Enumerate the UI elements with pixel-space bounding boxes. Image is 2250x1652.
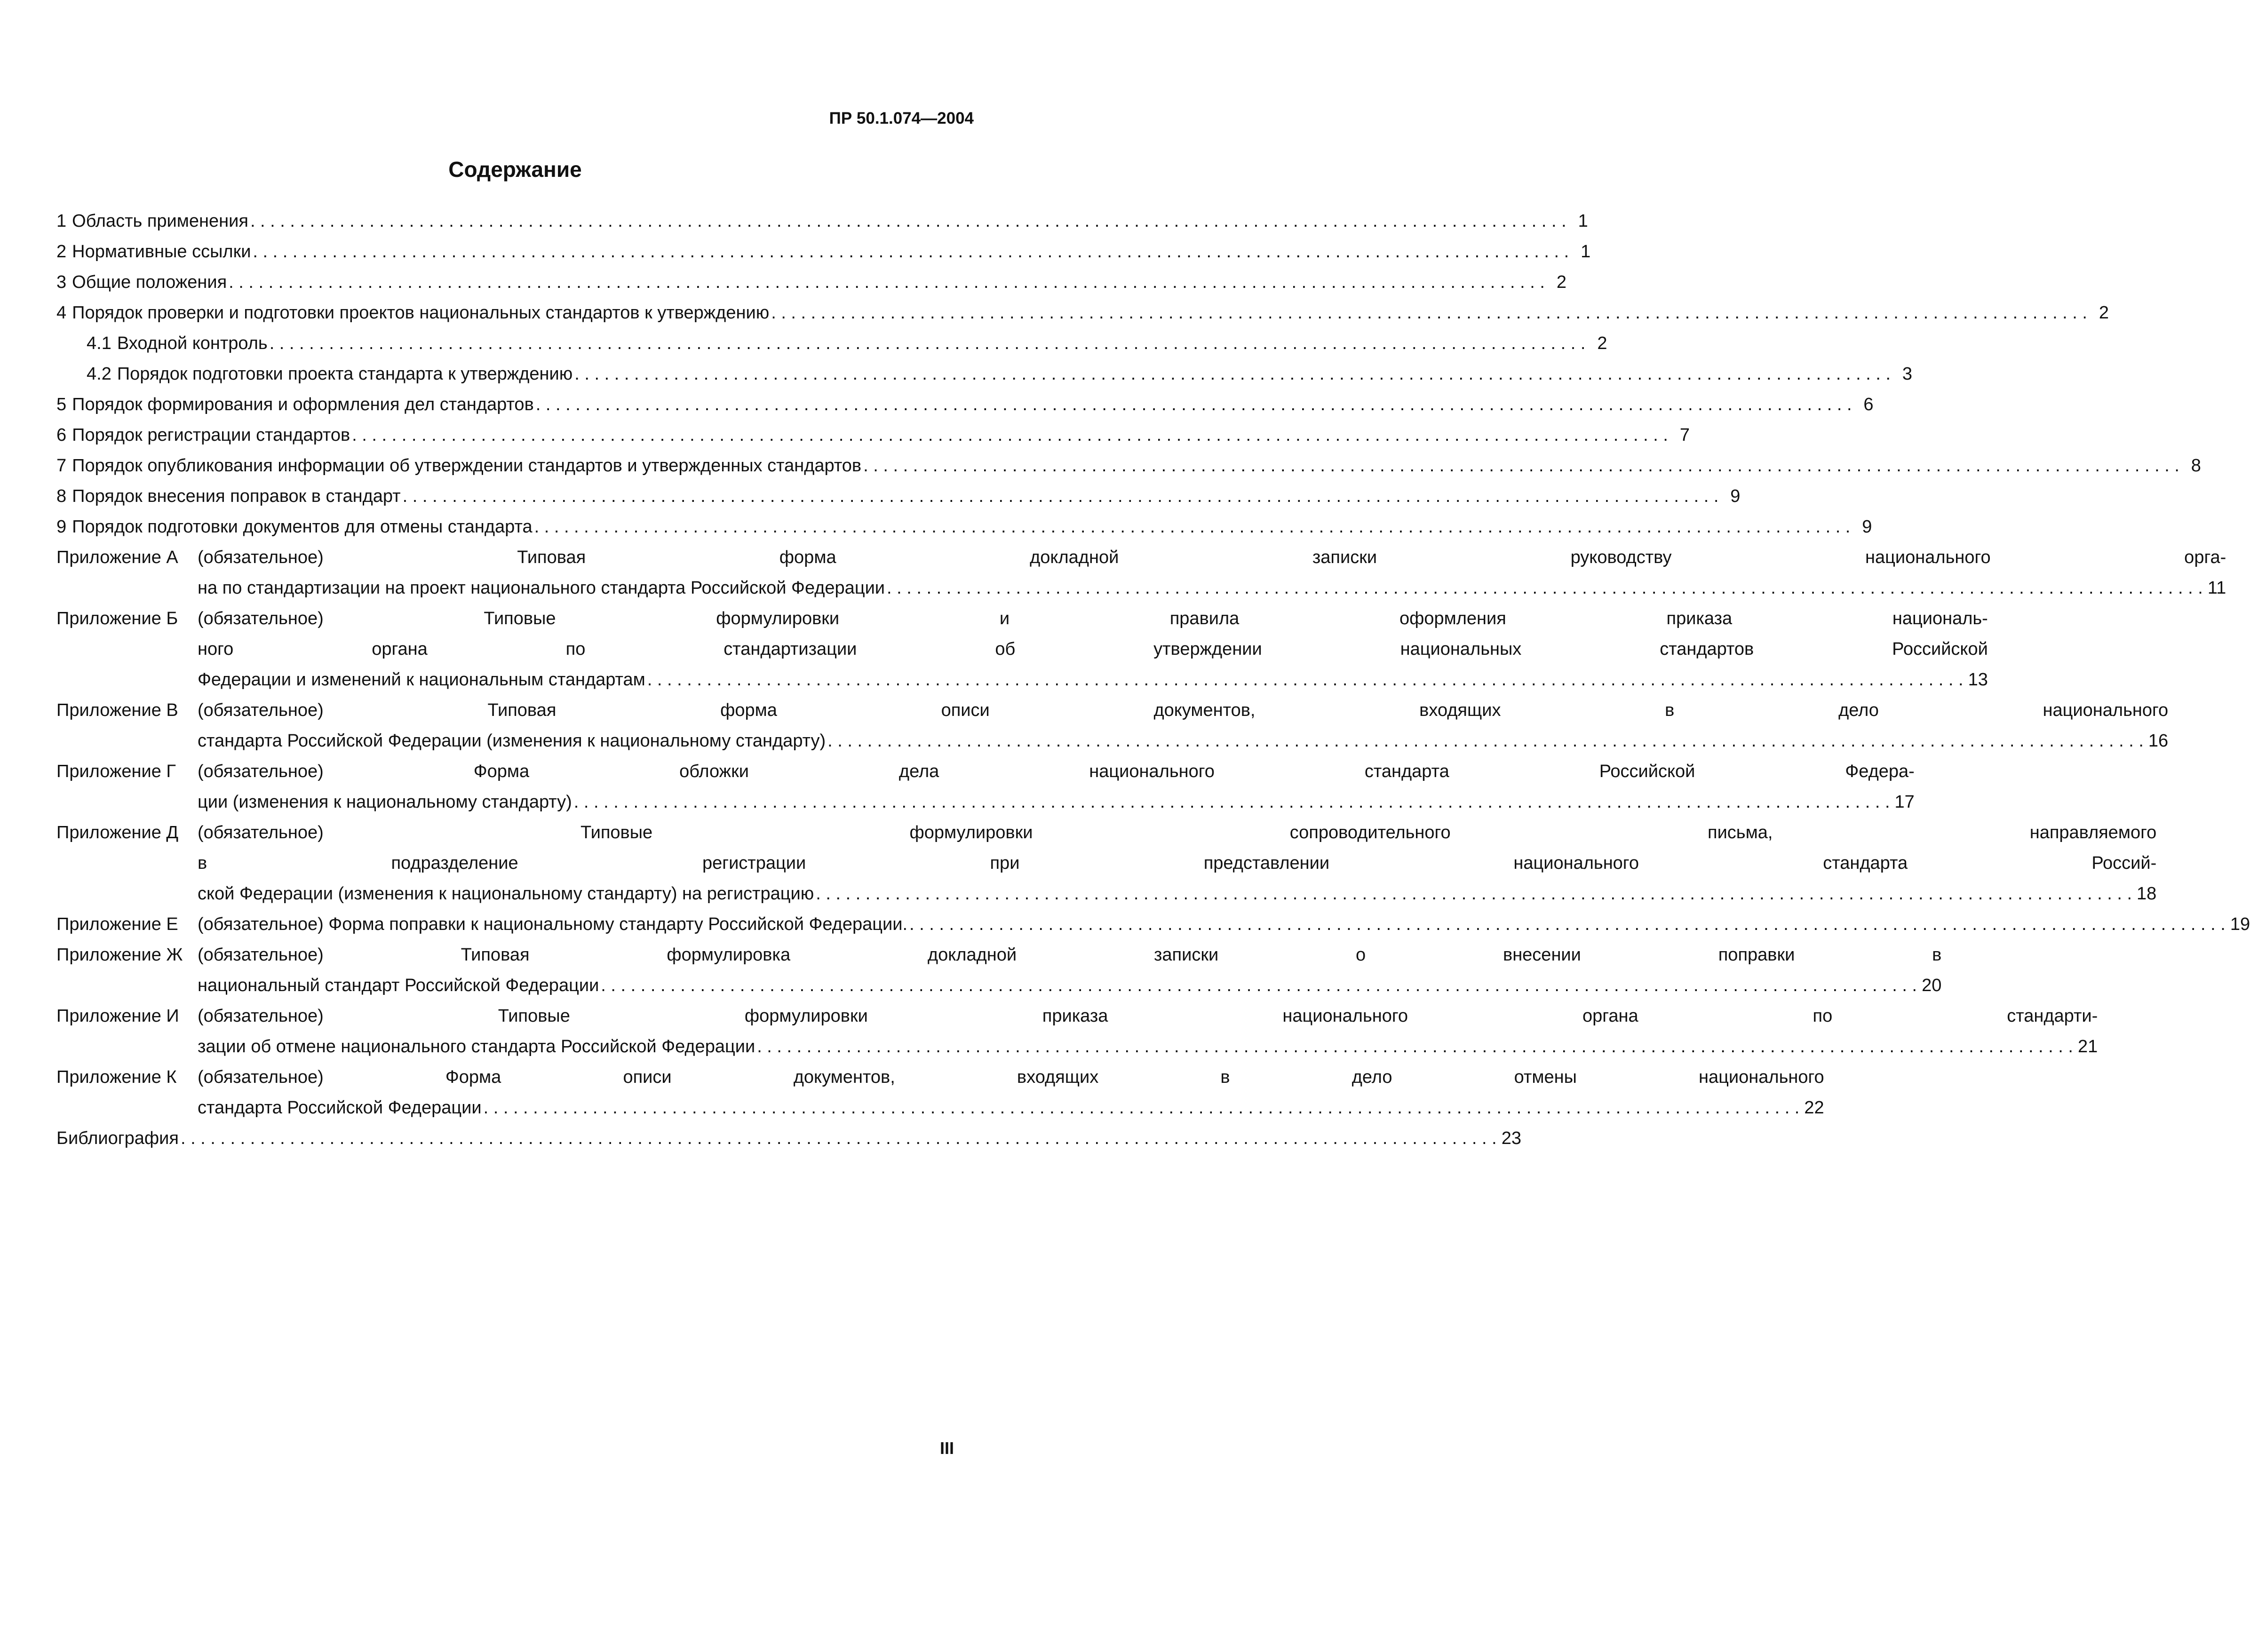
bibliography-entry[interactable] xyxy=(56,1123,1522,1154)
toc-entry-title: Порядок регистрации стандартов xyxy=(72,425,350,445)
appendix-line xyxy=(198,940,1941,970)
toc-entry-title: Порядок подготовки документов для отмены стандарта xyxy=(72,517,533,537)
dot-leader xyxy=(181,1123,1497,1154)
dot-leader xyxy=(647,665,1964,695)
toc-entry-number: 7 xyxy=(56,456,67,476)
toc-entry-page: 8 xyxy=(2191,456,2201,476)
appendix-line-text: на по стандартизации на проект национального стандарта Российской Федерации xyxy=(198,578,885,598)
toc-entry[interactable] xyxy=(56,328,1607,359)
appendix-label: Приложение В xyxy=(56,700,178,720)
appendix-line-text: Федерации и изменений к национальным стандартам xyxy=(198,670,645,690)
toc-entry-number: 9 xyxy=(56,517,67,537)
toc-entry-page: 7 xyxy=(1679,425,1690,445)
appendix-entry[interactable] xyxy=(56,818,2157,909)
toc-entry-page: 2 xyxy=(1597,334,1607,353)
appendix-line xyxy=(198,1032,2098,1062)
toc-entry-number: 1 xyxy=(56,211,67,231)
appendix-line xyxy=(198,604,1988,634)
appendix-line xyxy=(198,573,2226,604)
appendix-line-text: (обязательное) Типовая формулировка докладной записки о внесении поправки в xyxy=(198,945,1942,965)
appendix-line xyxy=(198,542,2226,573)
toc-entry-number: 6 xyxy=(56,425,67,445)
toc-entry-number: 2 xyxy=(56,242,67,262)
toc-entry[interactable] xyxy=(56,206,1588,237)
appendix-label: Приложение Ж xyxy=(56,945,183,965)
appendix-entry[interactable] xyxy=(56,940,1942,1001)
toc-entry-title: Область применения xyxy=(72,211,248,231)
toc-entry-page: 3 xyxy=(1902,364,1913,384)
appendix-line xyxy=(198,634,1988,665)
appendix-line xyxy=(198,970,1941,1001)
appendix-line xyxy=(198,848,2156,879)
appendix-line-text: зации об отмене национального стандарта Российской Федерации xyxy=(198,1037,755,1056)
page-number: III xyxy=(939,1438,954,1458)
appendix-line-text: ции (изменения к национальному стандарту) xyxy=(198,792,572,812)
appendix-description xyxy=(198,756,1915,818)
dot-leader xyxy=(887,573,2203,604)
dot-leader xyxy=(757,1032,2073,1062)
appendix-line-text: (обязательное) Типовые формулировки приказа национального органа по стандарти- xyxy=(198,1006,2098,1026)
toc-entry-title: Порядок опубликования информации об утверждении стандартов и утвержденных стандартов xyxy=(72,456,862,476)
appendix-label: Приложение А xyxy=(56,548,178,567)
appendix-line xyxy=(198,879,2156,909)
appendix-page: 20 xyxy=(1922,976,1942,995)
dot-leader xyxy=(250,206,1566,237)
appendix-line-text: (обязательное) Типовая форма докладной записки руководству национального орга- xyxy=(198,548,2226,567)
toc-entry-title: Нормативные ссылки xyxy=(72,242,251,262)
toc-entry-title: Порядок внесения поправок в стандарт xyxy=(72,486,401,506)
toc-entry[interactable] xyxy=(56,298,2109,328)
appendix-label: Приложение Г xyxy=(56,762,176,781)
appendix-line-text: (обязательное) Форма описи документов, входящих в дело отмены национального xyxy=(198,1067,1824,1087)
dot-leader xyxy=(909,909,2226,940)
appendix-description xyxy=(198,1062,1824,1123)
dot-leader xyxy=(771,298,2087,328)
page-title: Содержание xyxy=(448,157,582,182)
appendix-label: Приложение И xyxy=(56,1006,179,1026)
appendix-page: 13 xyxy=(1968,670,1988,690)
dot-leader xyxy=(827,726,2144,756)
bibliography-title: Библиография xyxy=(56,1128,179,1148)
appendix-entry[interactable] xyxy=(56,1062,1824,1123)
appendix-line xyxy=(198,787,1915,818)
toc-entry-number: 4.1 xyxy=(87,334,111,353)
appendix-line xyxy=(198,665,1988,695)
appendix-page: 11 xyxy=(2207,578,2226,598)
toc-entry-title: Порядок подготовки проекта стандарта к утверждению xyxy=(117,364,573,384)
appendix-label: Приложение Б xyxy=(56,609,178,628)
appendix-page: 18 xyxy=(2137,884,2157,904)
dot-leader xyxy=(253,237,1569,267)
toc-entry[interactable] xyxy=(56,420,1690,451)
appendix-description xyxy=(198,542,2226,604)
toc-entry-page: 2 xyxy=(2099,303,2109,323)
dot-leader xyxy=(863,451,2179,481)
appendix-description xyxy=(198,1001,2098,1062)
appendix-label: Приложение Е xyxy=(56,914,178,934)
appendix-entry[interactable] xyxy=(56,542,2226,604)
toc-entry[interactable] xyxy=(56,481,1741,512)
appendix-line-text: (обязательное) Форма обложки дела национального стандарта Российской Федера- xyxy=(198,762,1915,781)
appendix-description xyxy=(198,695,2168,756)
toc-entry-number: 4.2 xyxy=(87,364,111,384)
toc-entry-number: 5 xyxy=(56,395,67,414)
appendix-line-text: (обязательное) Типовые формулировки сопроводительного письма, направляемого xyxy=(198,823,2157,842)
appendix-line xyxy=(198,1062,1824,1093)
toc-entry-number: 8 xyxy=(56,486,67,506)
dot-leader xyxy=(352,420,1668,451)
appendix-line xyxy=(198,756,1915,787)
appendix-entry[interactable] xyxy=(56,695,2169,756)
toc-entry-title: Порядок проверки и подготовки проектов национальных стандартов к утверждению xyxy=(72,303,770,323)
toc-entry[interactable] xyxy=(56,359,1913,389)
appendix-page: 17 xyxy=(1894,792,1915,812)
appendix-page: 22 xyxy=(1804,1098,1824,1118)
appendix-entry[interactable] xyxy=(56,604,1988,695)
appendix-label: Приложение Д xyxy=(56,823,179,842)
dot-leader xyxy=(403,481,1719,512)
toc-entry[interactable] xyxy=(56,512,1872,542)
toc-entry-title: Порядок формирования и оформления дел стандартов xyxy=(72,395,534,414)
appendix-page: 21 xyxy=(2077,1037,2098,1056)
appendix-page: 19 xyxy=(2230,914,2250,934)
dot-leader xyxy=(816,879,2132,909)
toc-entry-page: 9 xyxy=(1862,517,1872,537)
toc-entry-title: Общие положения xyxy=(72,272,227,292)
dot-leader xyxy=(270,328,1586,359)
appendix-line-text: (обязательное) Типовая форма описи документов, входящих в дело национального xyxy=(198,700,2169,720)
toc-entry-page: 1 xyxy=(1578,211,1588,231)
appendix-line-text: ской Федерации (изменения к национальному стандарту) на регистрацию xyxy=(198,884,814,904)
toc-entry[interactable] xyxy=(56,451,2201,481)
appendix-description xyxy=(198,940,1941,1001)
appendix-line-text: (обязательное) Типовые формулировки и правила оформления приказа националь- xyxy=(198,609,1988,628)
toc-entry[interactable] xyxy=(56,267,1566,298)
appendix-line-text: стандарта Российской Федерации (изменения к национальному стандарту) xyxy=(198,731,826,751)
document-code: ПР 50.1.074—2004 xyxy=(829,109,974,127)
toc-entry[interactable] xyxy=(56,237,1591,267)
appendix-line xyxy=(198,1093,1824,1123)
appendix-label: Приложение К xyxy=(56,1067,177,1087)
appendix-entry[interactable] xyxy=(56,1001,2098,1062)
appendix-line xyxy=(198,726,2168,756)
dot-leader xyxy=(601,970,1917,1001)
appendix-line xyxy=(198,695,2168,726)
appendix-line-text: ного органа по стандартизации об утверждении национальных стандартов Российской xyxy=(198,639,1988,659)
appendix-entry[interactable] xyxy=(56,756,1915,818)
toc-entry-page: 1 xyxy=(1581,242,1591,262)
appendix-line xyxy=(198,1001,2098,1032)
dot-leader xyxy=(574,359,1891,389)
dot-leader xyxy=(574,787,1890,818)
toc-entry-page: 9 xyxy=(1730,486,1741,506)
toc-entry-page: 6 xyxy=(1863,395,1874,414)
dot-leader xyxy=(536,389,1852,420)
dot-leader xyxy=(534,512,1851,542)
toc-entry-number: 3 xyxy=(56,272,67,292)
appendix-description xyxy=(198,604,1988,695)
toc-entry-number: 4 xyxy=(56,303,67,323)
appendix-line xyxy=(198,818,2156,848)
bibliography-page: 23 xyxy=(1501,1128,1522,1148)
appendix-line-text: стандарта Российской Федерации xyxy=(198,1098,482,1118)
toc-entry[interactable] xyxy=(56,389,1874,420)
appendix-line-text: в подразделение регистрации при представлении национального стандарта Россий- xyxy=(198,853,2157,873)
appendix-line-text: (обязательное) Форма поправки к национальному стандарту Российской Федерации. xyxy=(198,914,908,934)
appendix-page: 16 xyxy=(2148,731,2169,751)
toc-entry-page: 2 xyxy=(1556,272,1566,292)
dot-leader xyxy=(484,1093,1800,1123)
table-of-contents xyxy=(56,206,2250,1154)
appendix-description xyxy=(198,818,2156,909)
appendix-entry[interactable] xyxy=(56,909,2250,940)
appendix-description xyxy=(198,909,2250,940)
dot-leader xyxy=(229,267,1545,298)
toc-entry-title: Входной контроль xyxy=(117,334,268,353)
appendix-line xyxy=(198,909,2250,940)
appendix-line-text: национальный стандарт Российской Федерации xyxy=(198,976,599,995)
